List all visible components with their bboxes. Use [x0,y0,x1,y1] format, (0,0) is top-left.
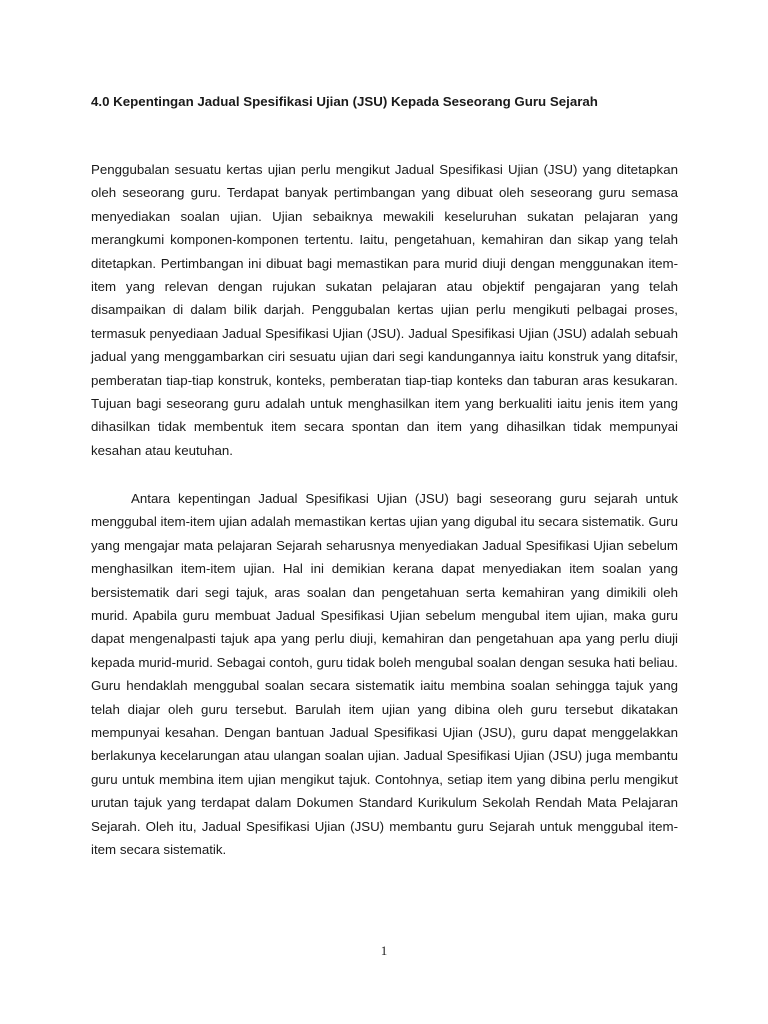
section-heading: 4.0 Kepentingan Jadual Spesifikasi Ujian (JSU) Kepada Seseorang Guru Sejarah [91,94,598,109]
page-number: 1 [380,943,388,958]
paragraph-2: Antara kepentingan Jadual Spesifikasi Ujian (JSU) bagi seseorang guru sejarah untuk menggubal item-item ujian adalah memastikan kertas ujian yang digubal itu secara sistematik. Guru yang mengajar mata pelajaran Sejarah seharusnya menyediakan Jadual Spesifikasi Ujian sebelum menghasilkan item-item ujian. Hal ini demikian kerana dapat menyediakan item soalan yang bersistematik dari segi tajuk, aras soalan dan pengetahuan serta kemahiran yang dimikili oleh murid. Apabila guru membuat Jadual Spesifikasi Ujian sebelum mengubal item ujian, maka guru dapat mengenalpasti tajuk apa yang perlu diuji, kemahiran dan pengetahuan apa yang perlu diuji kepada murid-murid. Sebagai contoh, guru tidak boleh mengubal soalan dengan sesuka hati beliau. Guru hendaklah menggubal soalan secara sistematik iaitu membina soalan sehingga tajuk yang telah diajar oleh guru tersebut. Barulah item ujian yang dibina oleh guru tersebut dikatakan mempunyai kesahan. Dengan bantuan Jadual Spesifikasi Ujian (JSU), guru dapat menggelakkan berlakunya kecelarungan atau ulangan soalan ujian. Jadual Spesifikasi Ujian (JSU) juga membantu guru untuk membina item ujian mengikut tajuk. Contohnya, setiap item yang dibina perlu mengikut urutan tajuk yang terdapat dalam Dokumen Standard Kurikulum Sekolah Rendah Mata Pelajaran Sejarah. Oleh itu, Jadual Spesifikasi Ujian (JSU) membantu guru Sejarah untuk menggubal item-item secara sistematik. [91,491,678,858]
paragraph-1: Penggubalan sesuatu kertas ujian perlu mengikut Jadual Spesifikasi Ujian (JSU) yang ditetapkan oleh seseorang guru. Terdapat banyak pertimbangan yang dibuat oleh seseorang guru semasa menyediakan soalan ujian. Ujian sebaiknya mewakili keseluruhan sukatan pelajaran yang merangkumi komponen-komponen tertentu. Iaitu, pengetahuan, kemahiran dan sikap yang telah ditetapkan. Pertimbangan ini dibuat bagi memastikan para murid diuji dengan menggunakan item-item yang relevan dengan rujukan sukatan pelajaran atau objektif pengajaran yang telah disampaikan di dalam bilik darjah. Penggubalan kertas ujian perlu mengikuti pelbagai proses, termasuk penyediaan Jadual Spesifikasi Ujian (JSU). Jadual Spesifikasi Ujian (JSU) adalah sebuah jadual yang menggambarkan ciri sesuatu ujian dari segi kandungannya iaitu konstruk yang ditafsir, pemberatan tiap-tiap konstruk, konteks, pemberatan tiap-tiap konteks dan taburan aras kesukaran. Tujuan bagi seseorang guru adalah untuk menghasilkan item yang berkualiti iaitu jenis item yang dihasilkan tidak membentuk item secara spontan dan item yang dihasilkan tidak mempunyai kesahan atau keutuhan. [91,162,678,458]
